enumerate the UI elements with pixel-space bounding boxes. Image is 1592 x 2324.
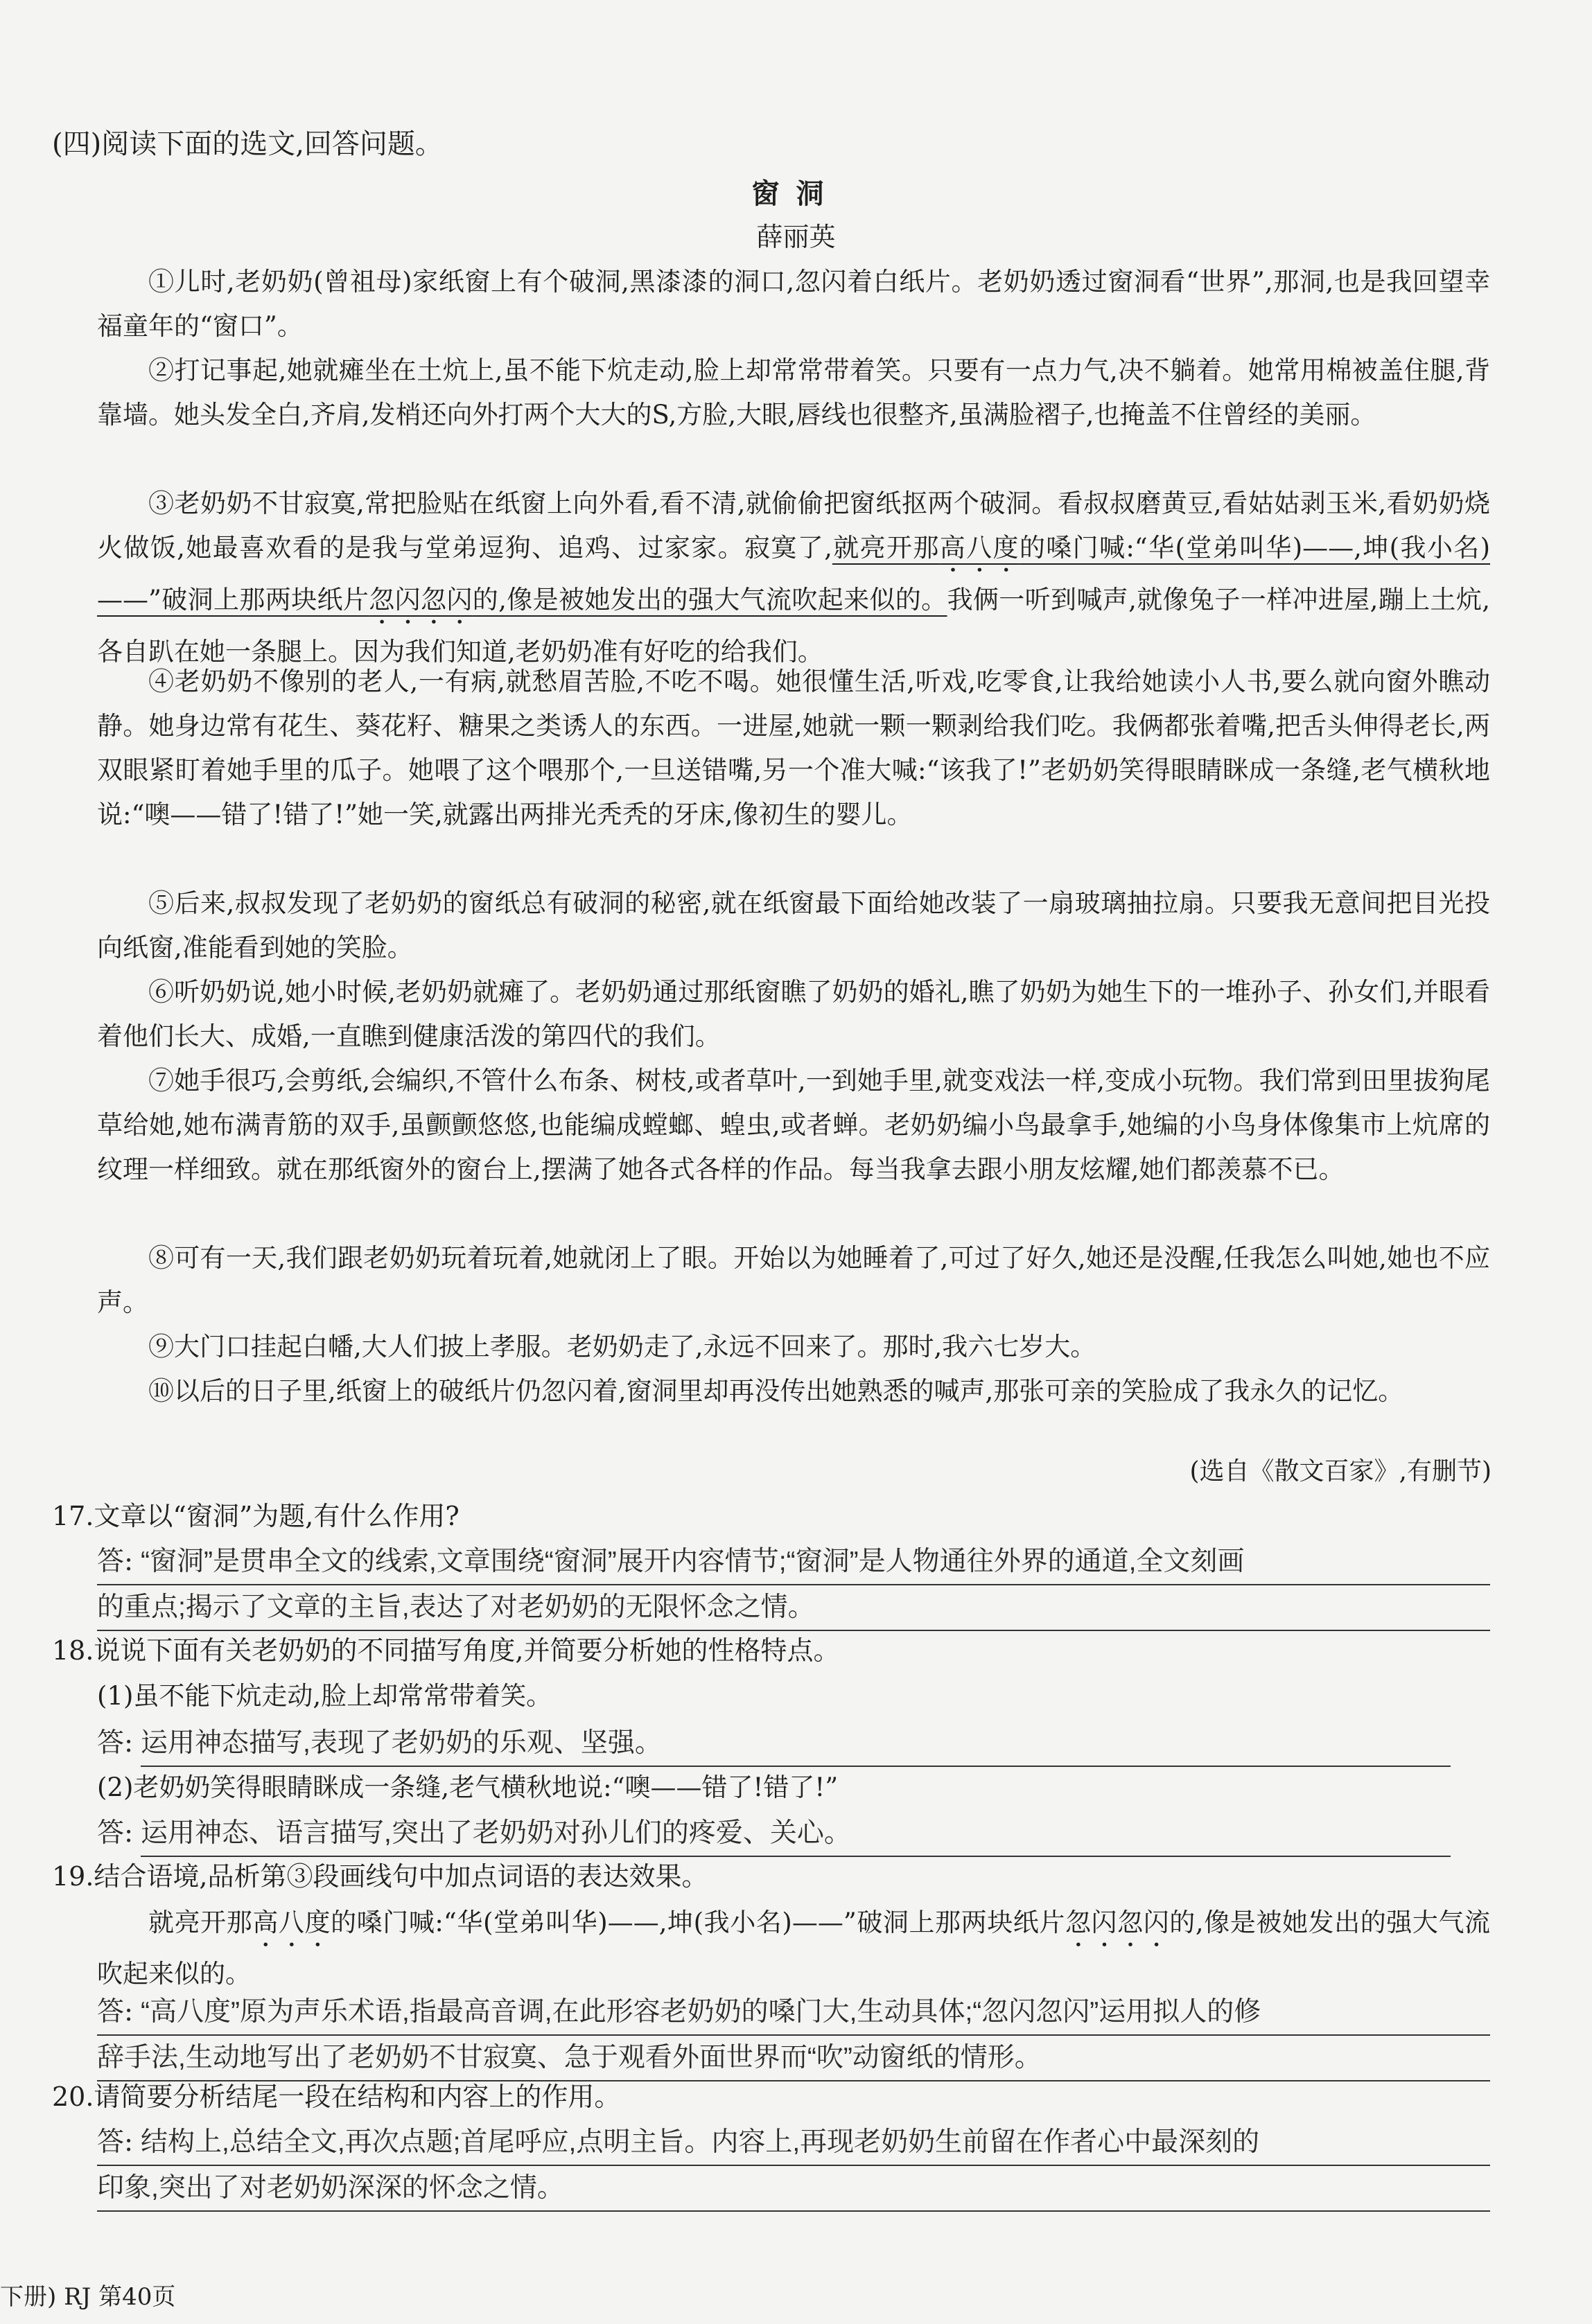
- question-18-2: (2)老奶奶笑得眼睛眯成一条缝,老气横秋地说:“噢——错了!错了!”: [97, 1772, 839, 1802]
- article-source: (选自《散文百家》,有删节): [1189, 1457, 1492, 1486]
- question-18: 18.说说下面有关老奶奶的不同描写角度,并简要分析她的性格特点。: [52, 1635, 840, 1666]
- answer-17: [97, 1540, 1490, 1631]
- answer-label: 答:: [97, 2127, 134, 2158]
- paragraph-1: ①儿时,老奶奶(曾祖母)家纸窗上有个破洞,黑漆漆的洞口,忽闪着白纸片。老奶奶透过窗洞看“世界”,那洞,也是我回望幸福童年的“窗口”。: [97, 267, 1490, 341]
- dotted-word-hushan: 忽闪忽闪: [1065, 1908, 1170, 1937]
- dotted-word-hushan: 忽闪忽闪: [369, 585, 473, 615]
- answer-label: 答:: [97, 1996, 134, 2027]
- dotted-word-gaobadu: 高八度: [939, 533, 1020, 563]
- answer-20: [97, 2120, 1490, 2212]
- answer-17-text-1: “窗洞”是贯串全文的线索,文章围绕“窗洞”展开内容情节;“窗洞”是人物通往外界的通道,全文刻画: [140, 1547, 1245, 1576]
- question-19-quote: [97, 1901, 1490, 1996]
- section-heading: (四)阅读下面的选文,回答问题。: [52, 128, 443, 160]
- answer-19-line-2: 辞手法,生动地写出了老奶奶不甘寂寞、急于观看外面世界而“吹”动窗纸的情形。: [97, 2036, 1490, 2081]
- article-title: 窗洞: [751, 177, 841, 210]
- page-footer: 下册) RJ 第40页: [0, 2283, 176, 2311]
- answer-label: 答:: [97, 1727, 134, 1759]
- answer-20-line-1: [97, 2120, 1490, 2166]
- answer-19-line-1: [97, 1990, 1490, 2036]
- paragraph-2: ②打记事起,她就瘫坐在土炕上,虽不能下炕走动,脸上却常常带着笑。只要有一点力气,决不躺着。她常用棉被盖住腿,背靠墙。她头发全白,齐肩,发梢还向外打两个大大的S,方脸,大眼,唇线也很整齐,虽满脸褶子,也掩盖不住曾经的美丽。: [97, 355, 1490, 430]
- paragraph-3: [97, 482, 1490, 674]
- dotted-word-gaobadu: 高八度: [252, 1908, 331, 1937]
- question-18-1: (1)虽不能下炕走动,脸上却常常带着笑。: [97, 1681, 552, 1711]
- paragraph-3-text-a: ③老奶奶不甘寂寞,常把脸贴在纸窗上向外看,看不清,就偷偷把窗纸抠两个破洞。看叔叔磨黄豆,看姑姑剥玉米,看奶奶烧火做饭,她最喜欢看的是我与堂弟逗狗、追鸡、过家家。寂寞了,: [97, 488, 1490, 563]
- answer-20-line-2: 印象,突出了对老奶奶深深的怀念之情。: [97, 2166, 1490, 2212]
- underlined-sentence-part: 的嗓门喊:“华(堂弟叫华)——,坤(我小名)——”破洞上那两块纸片: [97, 533, 1491, 615]
- answer-label: 答:: [97, 1546, 134, 1577]
- paragraph-7: ⑦她手很巧,会剪纸,会编织,不管什么布条、树枝,或者草叶,一到她手里,就变戏法一样,变成小玩物。我们常到田里拔狗尾草给她,她布满青筋的双手,虽颤颤悠悠,也能编成螳螂、蝗虫,或者蝉。老奶奶编小鸟最拿手,她编的小鸟身体像集市上炕席的纹理一样细致。就在那纸窗外的窗台上,摆满了她各式各样的作品。每当我拿去跟小朋友炫耀,她们都羡慕不已。: [97, 1066, 1490, 1184]
- quote-text-c: 的,像是被她发出的强大气流吹起来似的。: [97, 1908, 1491, 1989]
- answer-18-1-text: 运用神态描写,表现了老奶奶的乐观、坚强。: [141, 1721, 1451, 1767]
- quote-text-b: 的嗓门喊:“华(堂弟叫华)——,坤(我小名)——”破洞上那两块纸片: [331, 1908, 1065, 1937]
- paragraph-3-text-b: 我俩一听到喊声,就像兔子一样冲进屋,蹦上土炕,各自趴在她一条腿上。因为我们知道,老奶奶准有好吃的给我们。: [97, 585, 1490, 667]
- answer-20-text-1: 结构上,总结全文,再次点题;首尾呼应,点明主旨。内容上,再现老奶奶生前留在作者心中最深刻的: [140, 2127, 1260, 2157]
- answer-17-line-1: [97, 1540, 1490, 1585]
- paragraph-6: ⑥听奶奶说,她小时候,老奶奶就瘫了。老奶奶通过那纸窗瞧了奶奶的婚礼,瞧了奶奶为她生下的一堆孙子、孙女们,并眼看着他们长大、成婚,一直瞧到健康活泼的第四代的我们。: [97, 977, 1490, 1051]
- underlined-sentence-part: 就亮开那: [832, 533, 940, 563]
- underlined-sentence-part: 的,像是被她发出的强大气流吹起来似的。: [472, 585, 947, 615]
- answer-label: 答:: [97, 1817, 134, 1849]
- quote-text-a: 就亮开那: [148, 1908, 253, 1937]
- answer-18-1: [97, 1721, 1490, 1767]
- question-19: 19.结合语境,品析第③段画线句中加点词语的表达效果。: [52, 1861, 708, 1892]
- answer-19: [97, 1990, 1490, 2081]
- paragraph-10: ⑩以后的日子里,纸窗上的破纸片仍忽闪着,窗洞里却再没传出她熟悉的喊声,那张可亲的笑脸成了我永久的记忆。: [148, 1376, 1404, 1406]
- answer-18-2-text: 运用神态、语言描写,突出了老奶奶对孙儿们的疼爱、关心。: [141, 1811, 1451, 1857]
- article-author: 薛丽英: [756, 222, 836, 252]
- answer-19-text-1: “高八度”原为声乐术语,指最高音调,在此形容老奶奶的嗓门大,生动具体;“忽闪忽闪”运用拟人的修: [140, 1997, 1261, 2027]
- answer-17-line-2: 的重点;揭示了文章的主旨,表达了对老奶奶的无限怀念之情。: [97, 1585, 1490, 1631]
- question-17: 17.文章以“窗洞”为题,有什么作用?: [52, 1501, 460, 1531]
- paragraph-5: ⑤后来,叔叔发现了老奶奶的窗纸总有破洞的秘密,就在纸窗最下面给她改装了一扇玻璃抽拉扇。只要我无意间把目光投向纸窗,准能看到她的笑脸。: [97, 888, 1490, 962]
- paragraph-8: ⑧可有一天,我们跟老奶奶玩着玩着,她就闭上了眼。开始以为她睡着了,可过了好久,她还是没醒,任我怎么叫她,她也不应声。: [97, 1243, 1490, 1317]
- paragraph-4: ④老奶奶不像别的老人,一有病,就愁眉苦脸,不吃不喝。她很懂生活,听戏,吃零食,让我给她读小人书,要么就向窗外瞧动静。她身边常有花生、葵花籽、糖果之类诱人的东西。一进屋,她就一颗一颗剥给我们吃。我俩都张着嘴,把舌头伸得老长,两双眼紧盯着她手里的瓜子。她喂了这个喂那个,一旦送错嘴,另一个准大喊:“该我了!”老奶奶笑得眼睛眯成一条缝,老气横秋地说:“噢——错了!错了!”她一笑,就露出两排光秃秃的牙床,像初生的婴儿。: [97, 667, 1490, 829]
- answer-18-2: [97, 1811, 1490, 1857]
- question-20: 20.请简要分析结尾一段在结构和内容上的作用。: [52, 2081, 621, 2112]
- paragraph-9: ⑨大门口挂起白幡,大人们披上孝服。老奶奶走了,永远不回来了。那时,我六七岁大。: [148, 1332, 1096, 1362]
